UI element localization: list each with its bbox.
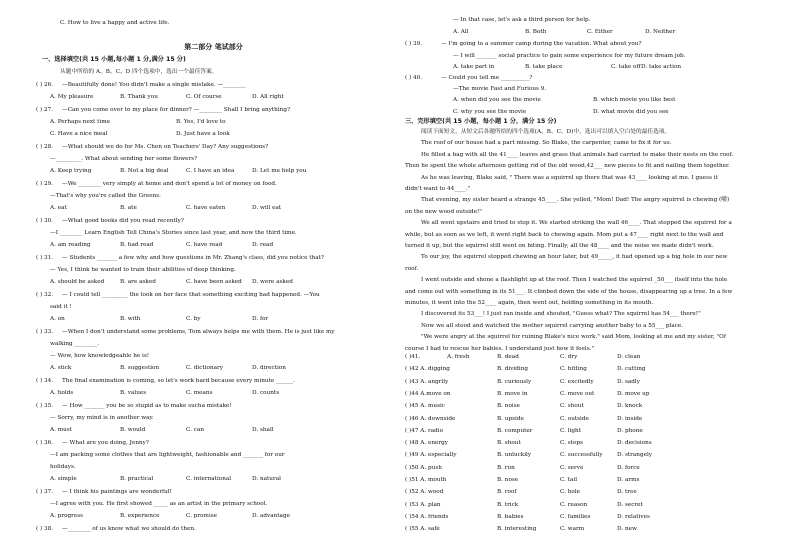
option-b: B. practical bbox=[120, 476, 154, 482]
cloze-50-option-b: B. run bbox=[497, 464, 515, 471]
cloze-52-option-d: D. tree bbox=[617, 489, 637, 496]
cloze-42-option-b: B. dividing bbox=[497, 366, 529, 373]
passage-line: That evening, my sister heard a strange 45____. She yelled, "Mom! Dad! The angry squirrel is chewing (嚼) bbox=[421, 197, 730, 204]
option-a: A. holds bbox=[50, 390, 74, 396]
option-b: B. would bbox=[120, 427, 146, 433]
option-a: A. eat bbox=[50, 205, 67, 211]
option-a: A. All bbox=[453, 29, 469, 35]
option-b: B. Not a big deal bbox=[120, 168, 169, 174]
cloze-item-51: ( )51 A. mouth bbox=[405, 477, 447, 483]
cloze-51-option-c: C. tail bbox=[560, 477, 578, 483]
question-31-stem: — Yes, I think he wanted to train their abilities of deep thinking. bbox=[50, 267, 236, 273]
cloze-49-option-c: C. successfully bbox=[560, 452, 603, 459]
passage-line: 阅读下面短文，从短文后各题所给的四个选项(A、B、C、D)中，选出可以填入空白处的最佳选项。 bbox=[421, 129, 671, 135]
passage-line: minutes, it went into the 52____ again, then went out, holding something in its mouth. bbox=[405, 300, 654, 306]
passage-line: As he was leaving, Blake said, " There was a squirrel up there that was 43____ looking at me. I guess it bbox=[421, 174, 718, 181]
cloze-item-52: ( )52 A. wood bbox=[405, 489, 444, 496]
cloze-45-option-d: D. knock bbox=[617, 403, 643, 410]
option-b: B. are asked bbox=[120, 279, 156, 285]
question-29-stem: —That's why you're called the Greens. bbox=[50, 193, 161, 199]
question-number-27: ( ) 27. bbox=[36, 107, 54, 113]
q25-option-c: C. How to live a happy and active life. bbox=[60, 20, 170, 26]
option-b: B. Yes, I'd love to bbox=[176, 119, 226, 125]
cloze-43-option-b: B. curiously bbox=[497, 378, 532, 385]
option-d: D. for bbox=[252, 316, 269, 322]
section1-title: 一、选择填空(共 15 小题,每小题 1 分,满分 15 分) bbox=[42, 56, 186, 63]
question-number-31: ( ) 31. bbox=[36, 255, 54, 261]
cloze-47-option-c: C. light bbox=[560, 427, 581, 434]
cloze-51-option-b: B. nose bbox=[497, 477, 519, 483]
option-d: D. read bbox=[252, 242, 274, 248]
question-31-stem: — Students _______ a few why and how questions in Mr. Zhang's class, did you notice that? bbox=[62, 255, 324, 261]
cloze-53-option-b: B. trick bbox=[497, 501, 519, 508]
option-c: C. why you see the movie bbox=[453, 109, 527, 115]
question-33-stem: — Wow, how knowledgeable he is! bbox=[50, 353, 150, 359]
question-37-stem: —I agree with you. He first showed _____ as an artist in the primary school. bbox=[50, 501, 268, 507]
question-number-30: ( ) 30. bbox=[36, 218, 54, 224]
question-39-stem: — I will _______ social practice to gain some experience for my future dream job. bbox=[453, 53, 686, 59]
option-c: C. Have a nice meal bbox=[50, 131, 108, 137]
cloze-item-53: ( )53 A. plan bbox=[405, 501, 441, 508]
cloze-48-option-c: C. steps bbox=[560, 440, 583, 447]
option-c: C. have read bbox=[186, 242, 223, 248]
option-c: C. have been asked bbox=[186, 279, 242, 285]
cloze-44-option-c: C. move out bbox=[560, 390, 595, 397]
passage-line: turned it up, but the squirrel still went on biting. Finally, all the 48____ and the noise we made didn't work. bbox=[405, 243, 714, 249]
option-a: A. on bbox=[50, 316, 65, 322]
cloze-43-option-d: D. sadly bbox=[617, 378, 640, 385]
option-d: D. Neither bbox=[645, 29, 676, 35]
passage-line: The roof of our house had a part missing. So Blake, the carpenter, came to fix it for us. bbox=[421, 140, 672, 147]
option-b: B. suggestion bbox=[120, 365, 160, 371]
cloze-item-55: ( )55 A. safe bbox=[405, 526, 440, 533]
option-c: C. can bbox=[186, 427, 205, 433]
question-36-stem: — What are you doing, Jenny? bbox=[62, 440, 149, 446]
cloze-49-option-b: B. unluckily bbox=[497, 452, 532, 459]
question-32-stem: said it ! bbox=[50, 304, 72, 310]
option-c: C. Either bbox=[587, 29, 613, 35]
cloze-item-42: ( )42 A. digging bbox=[405, 366, 450, 373]
cloze-54-option-c: C. families bbox=[560, 513, 591, 520]
option-d: D. All right bbox=[252, 94, 284, 100]
question-number-39: ( ) 39. bbox=[405, 41, 423, 47]
option-a: A. am reading bbox=[50, 242, 91, 248]
question-number-33: ( ) 33. bbox=[36, 329, 54, 335]
option-a: A. should be asked bbox=[50, 279, 105, 285]
question-number-40: ( ) 40. bbox=[405, 75, 423, 81]
option-c: C. have eaten bbox=[186, 205, 226, 211]
question-number-32: ( ) 32. bbox=[36, 292, 54, 298]
cloze-42-option-d: D. cutting bbox=[617, 366, 646, 373]
cloze-item-44: ( )44 A.move on bbox=[405, 390, 451, 397]
option-c: C. take off bbox=[611, 64, 641, 70]
cloze-51-option-d: D. arms bbox=[617, 477, 640, 483]
question-33-stem: —When I don't understand some problems, Tom always helps me with them. He is just like my bbox=[62, 329, 335, 335]
cloze-47-option-b: B. computer bbox=[497, 427, 533, 434]
passage-line: He filled a bag with all the 41____ leaves and grass that animals had carried to make their nests on the roof. bbox=[421, 151, 734, 158]
cloze-43-option-c: C. excitedly bbox=[560, 378, 594, 385]
cloze-42-option-c: C. hitting bbox=[560, 366, 587, 373]
cloze-53-option-c: C. reason bbox=[560, 501, 588, 508]
question-number-38: ( ) 38. bbox=[36, 526, 54, 532]
passage-line: while, but as soon as we left, it went right back to chewing again. Mom put a 47____ right next to the wall and bbox=[405, 231, 724, 238]
option-c: C. by bbox=[186, 316, 201, 322]
question-26-stem: —Beautifully done! You didn't make a single mistake. —________ bbox=[62, 82, 246, 88]
option-a: A. Keep trying bbox=[50, 168, 92, 174]
cloze-44-option-d: D. move up bbox=[617, 390, 650, 397]
option-d: D. counts bbox=[252, 390, 280, 396]
cloze-41-option-b: B. dead bbox=[497, 354, 519, 360]
cloze-55-option-b: B. interesting bbox=[497, 526, 537, 533]
cloze-47-option-d: D. phone bbox=[617, 427, 643, 434]
cloze-46-option-c: C. outside bbox=[560, 415, 589, 422]
option-b: B. ate bbox=[120, 205, 137, 211]
cloze-item-48: ( )48 A. energy bbox=[405, 440, 448, 447]
option-c: C. means bbox=[186, 390, 213, 396]
question-37-stem: — I think his paintings are wonderful! bbox=[62, 489, 172, 495]
option-a: A. must bbox=[50, 427, 72, 433]
q38-continuation: — In that case, let's ask a third person for help. bbox=[453, 17, 591, 23]
cloze-item-43: ( )43 A. angrily bbox=[405, 378, 449, 385]
option-c: C. promise bbox=[186, 513, 218, 519]
option-c: C. dictionary bbox=[186, 365, 223, 371]
cloze-52-option-b: B. roof bbox=[497, 489, 517, 496]
question-number-34: ( ) 34. bbox=[36, 378, 54, 384]
passage-line: Then he spent the whole afternoon getting rid of the old wood,42___ new pieces to fit and nailing them together. bbox=[405, 163, 730, 170]
cloze-item-45: ( )45 A. music bbox=[405, 403, 445, 410]
cloze-item-50: ( )50 A. push bbox=[405, 464, 442, 471]
cloze-41-option-d: D. clean bbox=[617, 354, 641, 360]
cloze-item-54: ( )54 A. friends bbox=[405, 513, 449, 520]
passage-line: on the new wood outside!" bbox=[405, 208, 482, 215]
option-d: D. direction bbox=[252, 365, 286, 371]
cloze-41-option-a: A. fresh bbox=[447, 354, 470, 360]
question-38-stem: —________ of us know what we should do then. bbox=[62, 526, 196, 532]
option-a: A. when did you see the movie bbox=[453, 97, 541, 103]
cloze-45-option-c: C. shout bbox=[560, 403, 584, 410]
cloze-item-41: ( )41. bbox=[405, 354, 421, 360]
option-b: B. take place bbox=[525, 64, 563, 70]
cloze-50-option-c: C. serve bbox=[560, 464, 584, 471]
question-36-stem: holidays. bbox=[50, 464, 76, 470]
option-a: A. progress bbox=[50, 513, 84, 519]
left-column bbox=[36, 0, 391, 550]
passage-line: Now we all stood and watched the mother squirrel carrying another baby to a 55___ place. bbox=[421, 322, 684, 329]
cloze-53-option-d: D. secret bbox=[617, 501, 643, 508]
question-number-36: ( ) 36. bbox=[36, 440, 54, 446]
option-a: A. stick bbox=[50, 365, 72, 371]
option-b: B. had read bbox=[120, 242, 154, 248]
question-32-stem: — I could tell _________ the look on her face that something exciting had happened. —You bbox=[62, 292, 320, 298]
option-b: B. with bbox=[120, 316, 141, 322]
question-number-37: ( ) 37. bbox=[36, 489, 54, 495]
section1-instructions: 从题中所给的 A、B、C、D 四个选项中，选出一个最佳答案。 bbox=[60, 69, 218, 75]
question-33-stem: walking ________. bbox=[50, 341, 100, 347]
option-d: D. Let me help you bbox=[252, 168, 307, 174]
option-b: B. Thank you bbox=[120, 94, 158, 100]
question-27-stem: —Can you come over to my place for dinner? —________ Shall I bring anything? bbox=[62, 107, 291, 113]
cloze-41-option-c: C. dry bbox=[560, 354, 578, 360]
question-29-stem: —We ________ very simply at home and don't spend a lot of money on food. bbox=[62, 181, 277, 187]
passage-line: To our joy, the squirrel stopped chewing an hour later, but 49_____, it had opened up a big hole in our new bbox=[421, 254, 728, 261]
option-b: B. experience bbox=[120, 513, 160, 519]
cloze-55-option-d: D. new bbox=[617, 526, 637, 533]
right-column bbox=[405, 0, 777, 550]
cloze-50-option-d: D. force bbox=[617, 464, 640, 471]
question-35-stem: — How _______ you be so stupid as to make sucha mistake! bbox=[62, 403, 232, 409]
option-b: B. which movie you like best bbox=[593, 97, 676, 103]
option-b: B. Both bbox=[525, 29, 547, 35]
question-35-stem: — Sorry, my mind is in another way. bbox=[50, 415, 154, 421]
option-a: A. take part in bbox=[453, 64, 495, 70]
part-title: 第二部分 笔试部分 bbox=[184, 42, 243, 51]
cloze-45-option-b: B. noise bbox=[497, 403, 520, 410]
question-number-29: ( ) 29. bbox=[36, 181, 54, 187]
section2-title: 三、完形填空(共 15 小题，每小题 1 分，满分 15 分) bbox=[405, 118, 557, 125]
option-d: D. shall bbox=[252, 427, 274, 433]
passage-line: course I had to rescue her babies. I understand just how it feels." bbox=[405, 345, 595, 352]
option-d: D. what movie did you see bbox=[593, 109, 669, 115]
option-d: D. take action bbox=[641, 64, 682, 70]
option-c: C. Of course bbox=[186, 94, 222, 100]
passage-line: "We were angry at the squirrel for ruining Blake's nice work." said Mom, looking at me and my sister, "Of bbox=[421, 334, 726, 341]
question-number-28: ( ) 28. bbox=[36, 144, 54, 150]
passage-line: roof. bbox=[405, 265, 419, 272]
cloze-49-option-d: D. strangely bbox=[617, 452, 652, 459]
cloze-item-46: ( )46 A. downside bbox=[405, 415, 456, 422]
option-d: D. Just have a look bbox=[176, 131, 230, 137]
option-c: C. international bbox=[186, 476, 232, 482]
cloze-44-option-b: B. move in bbox=[497, 390, 528, 397]
question-number-35: ( ) 35. bbox=[36, 403, 54, 409]
cloze-item-47: ( )47 A. radio bbox=[405, 427, 444, 434]
option-d: D. were asked bbox=[252, 279, 293, 285]
option-d: D. natural bbox=[252, 476, 281, 482]
option-c: C. I have an idea bbox=[186, 168, 235, 174]
cloze-55-option-c: C. warm bbox=[560, 526, 585, 533]
cloze-54-option-b: B. babies bbox=[497, 513, 524, 520]
passage-line: We all went upstairs and tried to stop it. We started striking the wall 46____. That stopped the squirrel for a bbox=[421, 220, 732, 227]
question-34-stem: The final examination is coming, so let's work hard because every minute ______. bbox=[62, 378, 295, 384]
passage-line: and come out with something in its 51___. It climbed down the side of the house, disappearing up a tree. In a few bbox=[405, 288, 733, 295]
option-d: D. advantage bbox=[252, 513, 290, 519]
question-40-stem: — Could you tell me __________? bbox=[441, 75, 533, 81]
option-a: A. Perhaps next time bbox=[50, 119, 110, 125]
cloze-item-49: ( )49 A. especially bbox=[405, 452, 457, 459]
question-30-stem: —What good books did you read recently? bbox=[62, 218, 184, 224]
passage-line: I went outside and shone a flashlight up at the roof. Then I watched the squirrel _50___ itself into the hole bbox=[421, 277, 728, 284]
option-b: B. values bbox=[120, 390, 147, 396]
option-a: A. My pleasure bbox=[50, 94, 94, 100]
cloze-48-option-d: D. decisions bbox=[617, 440, 652, 447]
question-40-stem: —The movie Fast and Furious 9. bbox=[453, 86, 547, 92]
cloze-46-option-b: B. upside bbox=[497, 415, 524, 422]
option-d: D. will eat bbox=[252, 205, 282, 211]
question-39-stem: — I'm going to a summer camp during the vacation. What about you? bbox=[441, 41, 642, 47]
passage-line: didn't want to 44____." bbox=[405, 186, 470, 192]
cloze-48-option-b: B. shout bbox=[497, 440, 521, 447]
cloze-46-option-d: D. inside bbox=[617, 415, 643, 422]
cloze-54-option-d: D. relatives bbox=[617, 513, 650, 520]
question-30-stem: —I ________ Learn English Tell China's Stories since last year, and now the third time. bbox=[50, 230, 297, 236]
cloze-52-option-c: C. hole bbox=[560, 489, 581, 496]
question-36-stem: —I am packing some clothes that are lightweight, fashionable and _______ for our bbox=[50, 452, 285, 458]
option-a: A. simple bbox=[50, 476, 77, 482]
question-28-stem: —_________. What about sending her some flowers? bbox=[50, 156, 198, 162]
question-number-26: ( ) 26. bbox=[36, 82, 54, 88]
question-28-stem: —What should we do for Ms. Chen on Teachers' Day? Any suggestions? bbox=[62, 144, 269, 150]
passage-line: I discovered its 53___! I just ran inside and shouted, "Guess what? The squirrel has 54___ there!" bbox=[421, 311, 701, 318]
